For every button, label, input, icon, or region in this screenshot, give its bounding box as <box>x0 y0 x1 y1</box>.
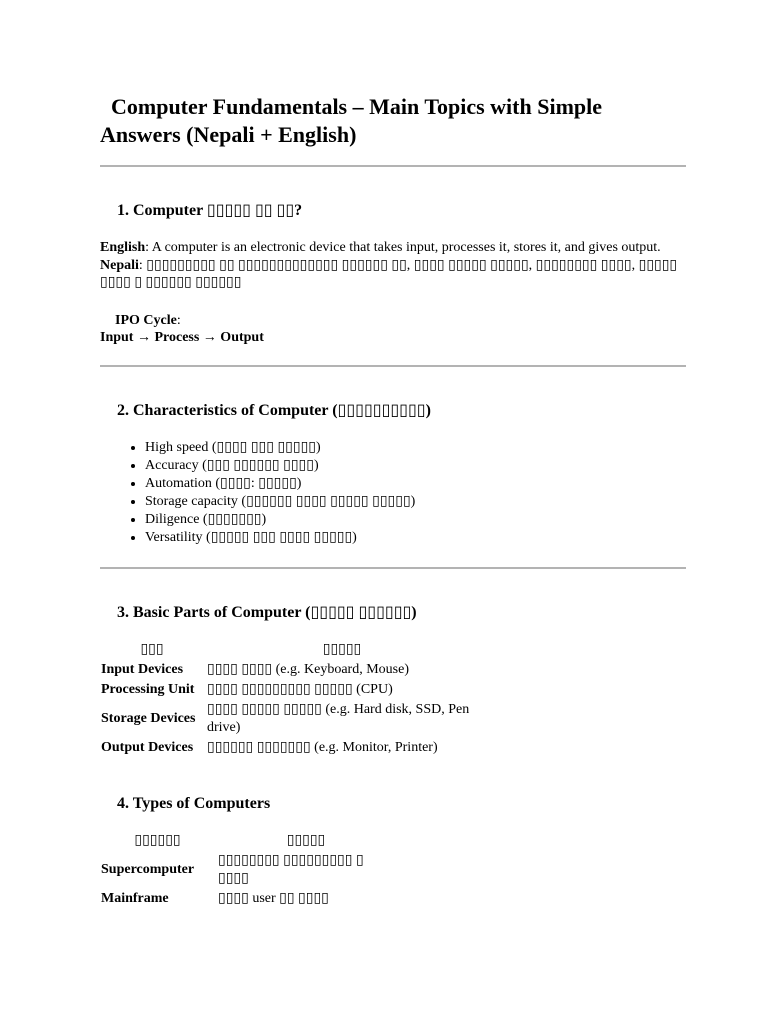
horizontal-rule <box>100 165 686 167</box>
section-heading-basic-parts: 3. Basic Parts of Computer (▯▯▯▯▯ ▯▯▯▯▯▯) <box>117 603 417 621</box>
column-header-description: ▯▯▯▯▯ <box>286 832 326 848</box>
part-name-cell: Output Devices <box>101 739 194 755</box>
table-row <box>100 680 478 700</box>
nepali-label: Nepali <box>100 257 139 273</box>
characteristics-list <box>100 439 686 547</box>
part-description-cell: ▯▯▯▯ ▯▯▯▯▯▯▯▯▯ ▯▯▯▯▯ (CPU) <box>207 681 393 697</box>
part-name-cell: Storage Devices <box>101 710 196 726</box>
computer-types-table <box>98 831 397 909</box>
ipo-cycle-label: IPO Cycle <box>115 312 177 328</box>
definition-paragraph <box>100 239 686 292</box>
section-heading-characteristics: 2. Characteristics of Computer (▯▯▯▯▯▯▯▯▯▯) <box>117 401 431 419</box>
part-name-cell: Input Devices <box>101 661 184 677</box>
ipo-cycle-paragraph <box>100 312 686 347</box>
section-heading-types: 4. Types of Computers <box>117 794 271 812</box>
part-name-cell: Processing Unit <box>101 681 195 697</box>
list-item: • Diligence (▯▯▯▯▯▯▯) <box>145 511 686 529</box>
column-header-type: ▯▯▯▯▯▯ <box>134 832 181 848</box>
document-title: Computer Fundamentals – Main Topics with Simple Answers (Nepali + English) <box>100 94 607 147</box>
list-item: • Storage capacity (▯▯▯▯▯▯ ▯▯▯▯ ▯▯▯▯▯ ▯▯▯▯▯) <box>145 493 686 511</box>
horizontal-rule <box>100 365 686 367</box>
type-name-cell: Supercomputer <box>101 861 195 877</box>
section-heading-what-is-computer: 1. Computer ▯▯▯▯▯ ▯▯ ▯▯? <box>117 202 303 219</box>
type-description-cell: ▯▯▯▯▯▯▯▯ ▯▯▯▯▯▯▯▯▯ ▯ ▯▯▯▯ <box>218 852 364 886</box>
part-description-cell: ▯▯▯▯ ▯▯▯▯ (e.g. Keyboard, Mouse) <box>207 661 409 677</box>
list-item: • Accuracy (▯▯▯ ▯▯▯▯▯▯ ▯▯▯▯) <box>145 457 686 475</box>
list-item: • Automation (▯▯▯▯: ▯▯▯▯▯) <box>145 475 686 493</box>
ipo-cycle-heading <box>100 313 181 328</box>
type-description-cell: ▯▯▯▯ user ▯▯ ▯▯▯▯ <box>218 890 329 906</box>
table-row <box>100 889 395 909</box>
english-label: English <box>100 240 146 255</box>
nepali-definition: : ▯▯▯▯▯▯▯▯▯ ▯▯ ▯▯▯▯▯▯▯▯▯▯▯▯▯ ▯▯▯▯▯▯ ▯▯, ▯▯▯▯ ▯▯▯▯▯ ▯▯▯▯▯, ▯▯▯▯▯▯▯▯ ▯▯▯▯, ▯▯▯▯▯ ▯▯▯▯ ▯ ▯▯▯▯▯▯ ▯▯▯▯▯▯ <box>100 257 678 290</box>
english-definition: : A computer is an electronic device that takes input, processes it, stores it, and gives output. <box>145 240 661 255</box>
list-item: • Versatility (▯▯▯▯▯ ▯▯▯ ▯▯▯▯ ▯▯▯▯▯) <box>145 529 686 547</box>
ipo-cycle-colon: : <box>176 312 181 328</box>
list-item: • High speed (▯▯▯▯ ▯▯▯ ▯▯▯▯▯) <box>145 439 686 457</box>
table-row <box>100 851 395 889</box>
ipo-cycle-flow: Input → Process → Output <box>100 330 264 345</box>
table-header-row <box>100 640 478 660</box>
type-name-cell: Mainframe <box>101 890 169 906</box>
horizontal-rule <box>100 567 686 569</box>
table-row <box>100 700 478 738</box>
column-header-description: ▯▯▯▯▯ <box>322 641 362 657</box>
table-header-row <box>100 831 395 851</box>
table-row <box>100 738 478 758</box>
table-row <box>100 660 478 680</box>
part-description-cell: ▯▯▯▯▯▯ ▯▯▯▯▯▯▯ (e.g. Monitor, Printer) <box>207 739 438 755</box>
basic-parts-table <box>98 640 480 758</box>
column-header-part: ▯▯▯ <box>140 641 164 657</box>
part-description-cell: ▯▯▯▯ ▯▯▯▯▯ ▯▯▯▯▯ (e.g. Hard disk, SSD, Pen drive) <box>207 701 470 735</box>
